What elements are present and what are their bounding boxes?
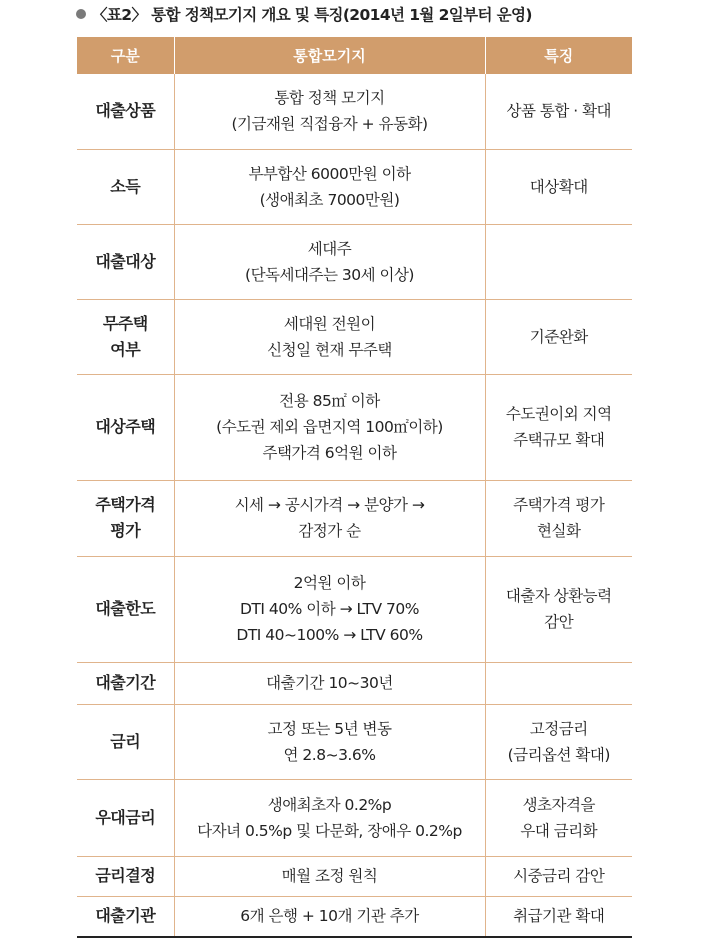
row-mortgage: 부부합산 6000만원 이하 (생애최초 7000만원) (174, 149, 485, 224)
row-feature: 고정금리 (금리옵션 확대) (485, 704, 632, 779)
row-mortgage: 매월 조정 원칙 (174, 856, 485, 896)
row-category: 주택가격 평가 (77, 480, 174, 556)
row-category: 대상주택 (77, 374, 174, 480)
row-feature: 생초자격을 우대 금리화 (485, 779, 632, 856)
row-category: 소득 (77, 149, 174, 224)
table-row (77, 556, 632, 662)
column-header-feature: 특징 (485, 37, 632, 74)
table-row (77, 704, 632, 779)
row-feature: 대상확대 (485, 149, 632, 224)
row-feature: 취급기관 확대 (485, 896, 632, 937)
row-category: 대출대상 (77, 224, 174, 299)
table-title-text: 〈표2〉 통합 정책모기지 개요 및 특징(2014년 1월 2일부터 운영) (92, 6, 532, 24)
table-title (76, 2, 532, 26)
row-feature (485, 662, 632, 704)
row-mortgage: 시세 → 공시가격 → 분양가 → 감정가 순 (174, 480, 485, 556)
bullet-icon (76, 9, 86, 19)
row-feature (485, 224, 632, 299)
row-category: 대출기관 (77, 896, 174, 937)
row-mortgage: 2억원 이하 DTI 40% 이하 → LTV 70% DTI 40~100% → LTV 60% (174, 556, 485, 662)
table-header-row (77, 37, 632, 74)
row-feature: 주택가격 평가 현실화 (485, 480, 632, 556)
row-mortgage: 통합 정책 모기지 (기금재원 직접융자 + 유동화) (174, 74, 485, 149)
row-feature: 시중금리 감안 (485, 856, 632, 896)
table-row (77, 896, 632, 937)
table-row (77, 299, 632, 374)
column-header-category: 구분 (77, 37, 174, 74)
row-category: 금리 (77, 704, 174, 779)
table-row (77, 149, 632, 224)
row-category: 대출기간 (77, 662, 174, 704)
row-feature: 수도권이외 지역 주택규모 확대 (485, 374, 632, 480)
row-category: 대출상품 (77, 74, 174, 149)
policy-mortgage-table (77, 37, 632, 938)
table-row (77, 779, 632, 856)
row-mortgage: 생애최초자 0.2%p 다자녀 0.5%p 및 다문화, 장애우 0.2%p (174, 779, 485, 856)
row-feature: 상품 통합 · 확대 (485, 74, 632, 149)
column-header-mortgage: 통합모기지 (174, 37, 485, 74)
row-mortgage: 고정 또는 5년 변동 연 2.8~3.6% (174, 704, 485, 779)
row-category: 무주택 여부 (77, 299, 174, 374)
row-feature: 기준완화 (485, 299, 632, 374)
row-mortgage: 대출기간 10~30년 (174, 662, 485, 704)
row-mortgage: 전용 85㎡ 이하 (수도권 제외 읍면지역 100㎡이하) 주택가격 6억원 이하 (174, 374, 485, 480)
table-row (77, 856, 632, 896)
row-mortgage: 세대원 전원이 신청일 현재 무주택 (174, 299, 485, 374)
row-category: 대출한도 (77, 556, 174, 662)
table-row (77, 480, 632, 556)
table-row (77, 374, 632, 480)
row-category: 우대금리 (77, 779, 174, 856)
row-feature: 대출자 상환능력 감안 (485, 556, 632, 662)
table-row (77, 74, 632, 149)
row-mortgage: 6개 은행 + 10개 기관 추가 (174, 896, 485, 937)
row-category: 금리결정 (77, 856, 174, 896)
table-row (77, 662, 632, 704)
table-row (77, 224, 632, 299)
row-mortgage: 세대주 (단독세대주는 30세 이상) (174, 224, 485, 299)
